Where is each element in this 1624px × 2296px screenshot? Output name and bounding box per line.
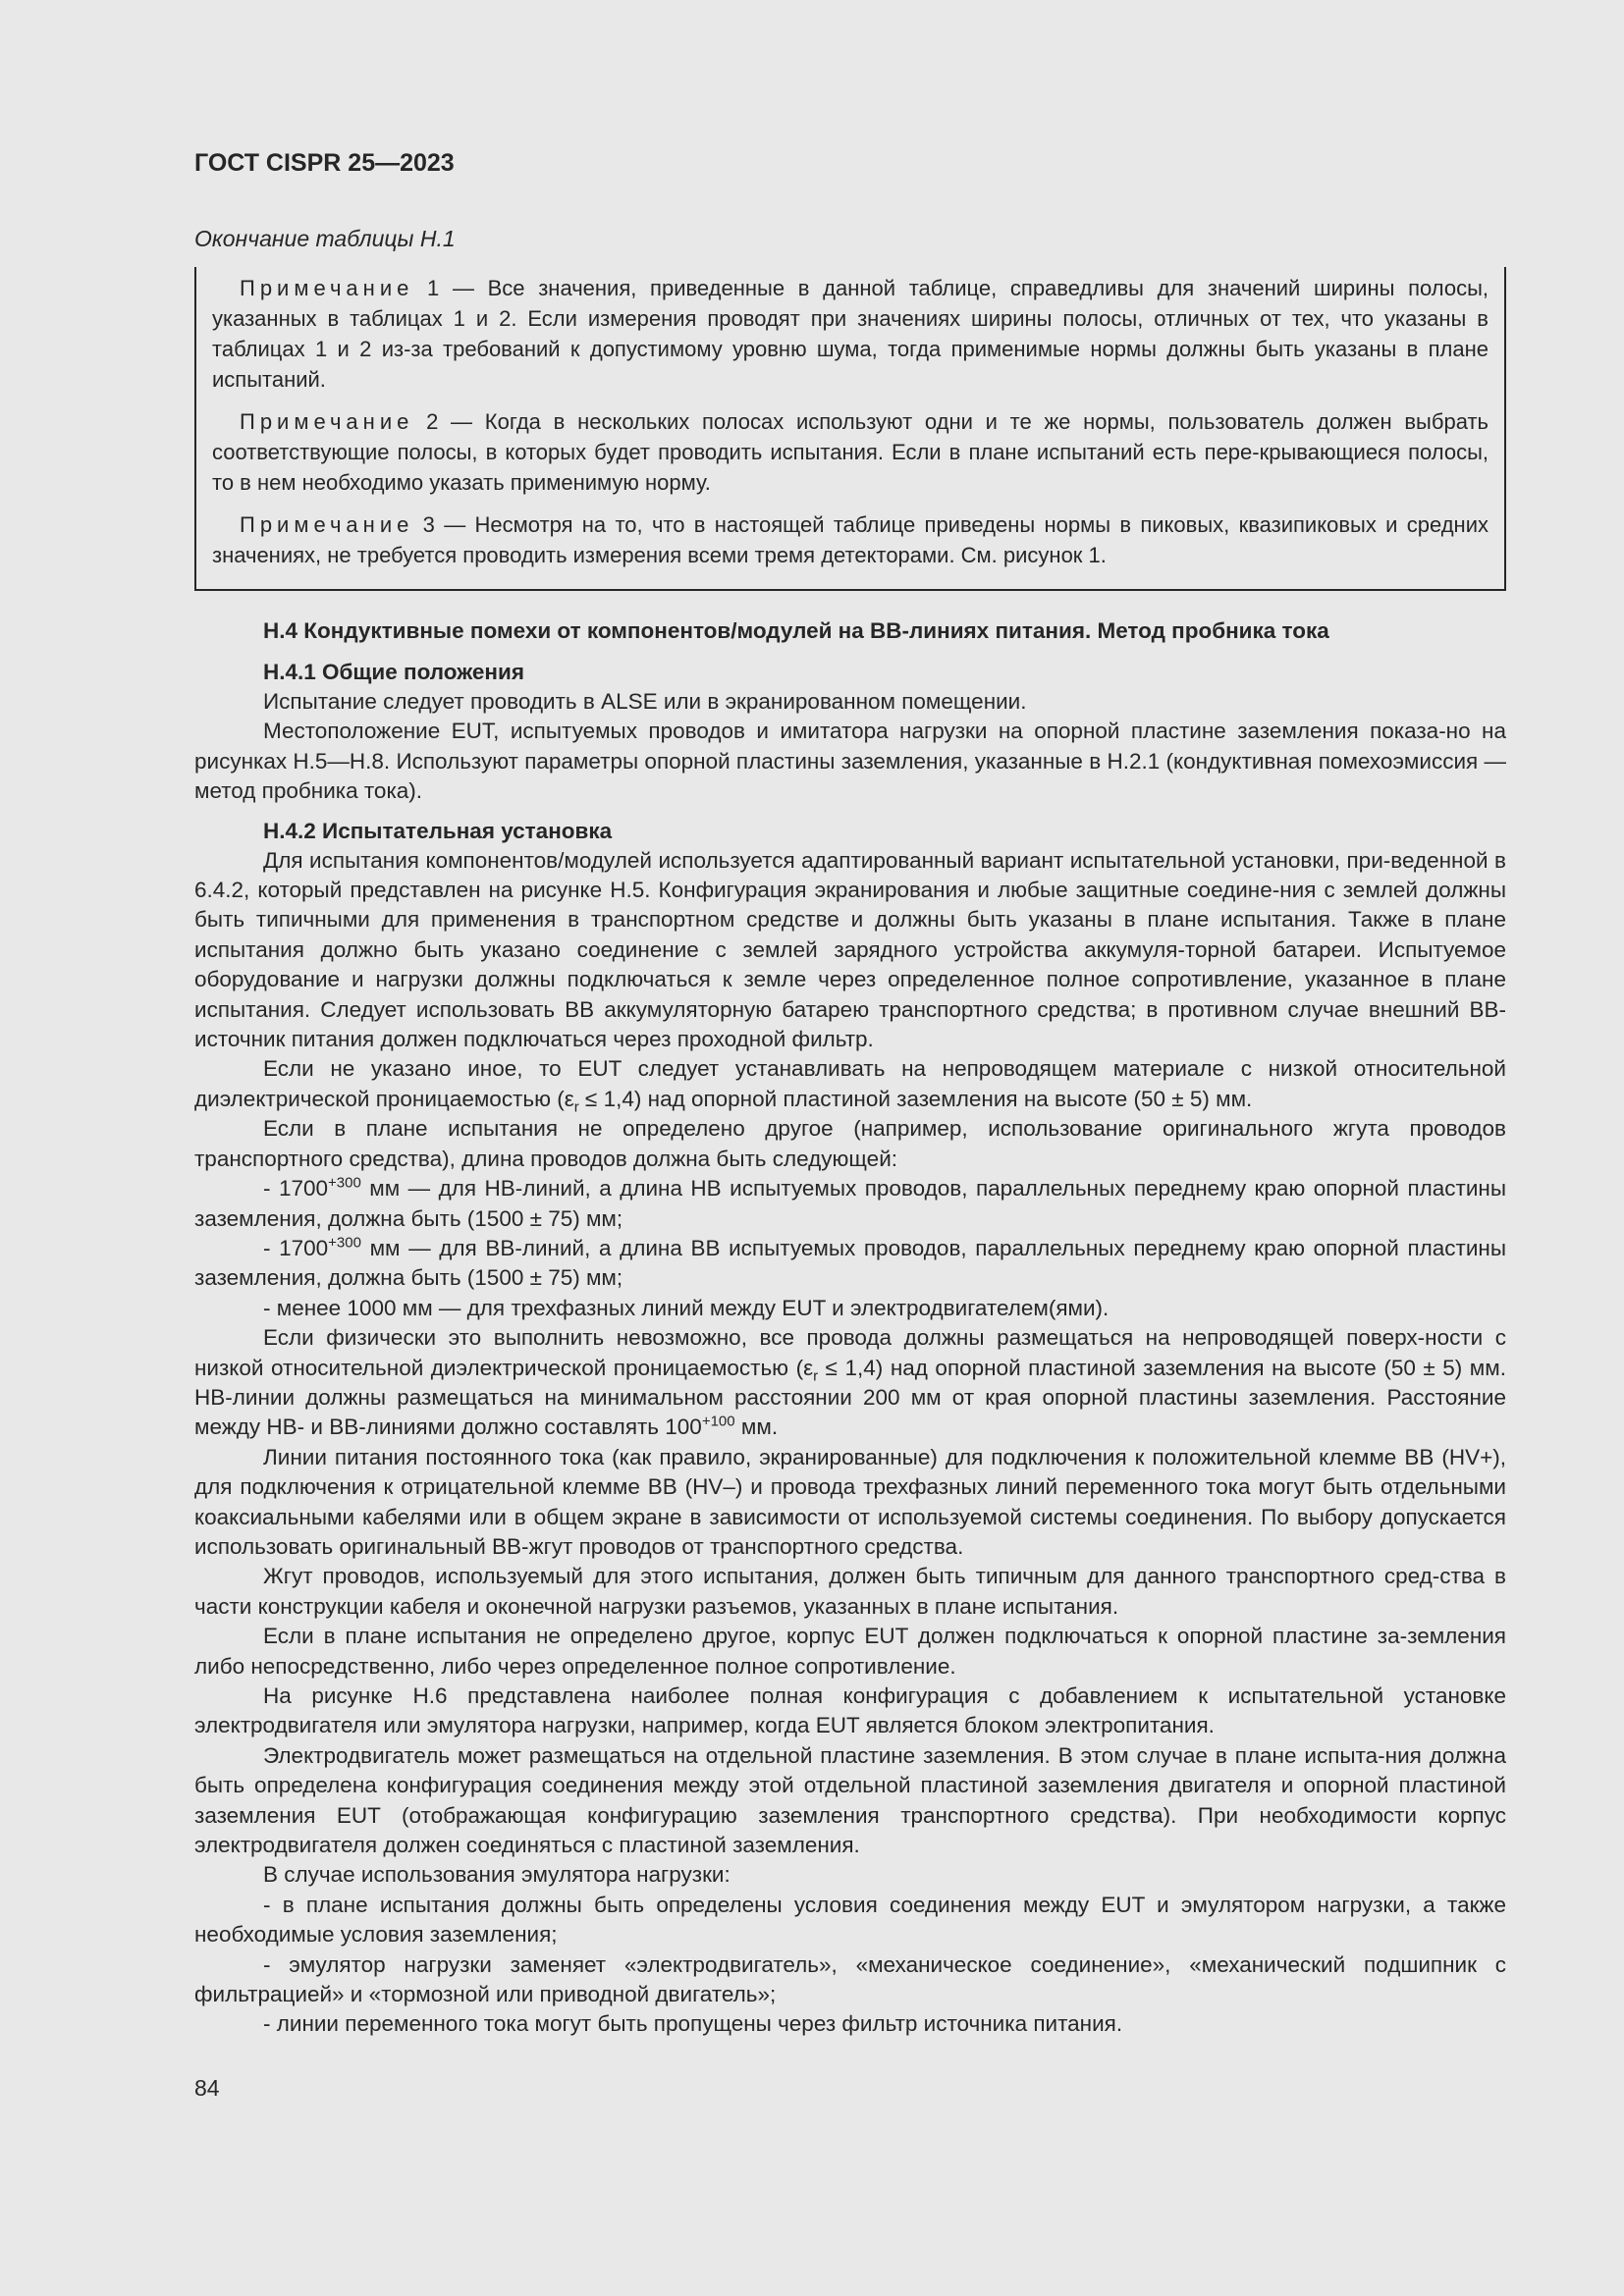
paragraph: Линии питания постоянного тока (как правило, экранированные) для подключения к положительной клемме ВВ (HV+), для подключения к отрицательной клемме ВВ (HV–) и провода трехфазных линий переменного тока могут быть отдельными коаксиальными кабелями или в общем экране в зависимости от используемой системы соединения. По выбору допускается использовать оригинальный ВВ-жгут проводов от транспортного средства. <box>194 1444 1506 1559</box>
subsection-heading-h41: Н.4.1 Общие положения <box>263 660 524 684</box>
text-run: мм — для ВВ-линий, а длина ВВ испытуемых проводов, параллельных переднему краю опорной пластины заземления, должна быть (1500 ± 75) мм; <box>194 1235 1506 1291</box>
superscript: +300 <box>328 1234 361 1252</box>
note-label: Примечание <box>240 409 414 434</box>
paragraph: Испытание следует проводить в ALSE или в экранированном помещении. <box>263 689 1027 714</box>
text-run: ≤ 1,4) над опорной пластиной заземления на высоте (50 ± 5) мм. НВ-линии должны размещаться на минимальном расстоянии 200 мм от края опорной пластины заземления. Расстояние между НВ- и ВВ-линиями должно составлять 100 <box>194 1355 1506 1440</box>
note-label: Примечание <box>240 512 414 537</box>
paragraph: Местоположение EUT, испытуемых проводов и имитатора нагрузки на опорной пластине заземления показа-но на рисунках Н.5—Н.8. Используют параметры опорной пластины заземления, указанные в Н.2.1 (кондуктивная помехоэмиссия — метод пробника тока). <box>194 719 1506 804</box>
superscript: +100 <box>701 1413 735 1430</box>
text-run: - 1700 <box>263 1176 329 1201</box>
subsection-heading-h42: Н.4.2 Испытательная установка <box>263 818 613 843</box>
list-item: - в плане испытания должны быть определены условия соединения между EUT и эмулятором нагрузки, а также необходимые условия заземления; <box>194 1892 1506 1948</box>
document-header: ГОСТ CISPR 25—2023 <box>194 149 455 177</box>
text-run: ≤ 1,4) над опорной пластиной заземления на высоте (50 ± 5) мм. <box>578 1086 1253 1111</box>
page-number: 84 <box>194 2075 220 2101</box>
paragraph: Электродвигатель может размещаться на отдельной пластине заземления. В этом случае в плане испыта-ния должна быть определена конфигурация соединения между этой отдельной пластиной заземления двигателя и опорной пластиной заземления EUT (отображающая конфигурацию заземления транспортного средства). При необходимости корпус электродвигателя должен соединяться с пластиной заземления. <box>194 1742 1506 1858</box>
note-label: Примечание <box>240 276 414 300</box>
paragraph: Для испытания компонентов/модулей используется адаптированный вариант испытательной установки, при-веденной в 6.4.2, который представлен на рисунке Н.5. Конфигурация экранирования и любые защитные соедине-ния с землей должны быть типичными для применения в транспортном средстве и должны быть указаны в плане испытания. Также в плане испытания должно быть указано соединение с землей зарядного устройства аккумуля-торной батареи. Испытуемое оборудование и нагрузки должны подключаться к земле через определенное полное сопротивление, указанное в плане испытания. Следует использовать ВВ аккумуляторную батарею транспортного средства; в противном случае внешний ВВ-источник питания должен подключаться через проходной фильтр. <box>194 847 1506 1052</box>
text-run: - 1700 <box>263 1235 329 1260</box>
subscript: r <box>573 1098 579 1116</box>
table-continuation-caption: Окончание таблицы Н.1 <box>194 226 456 251</box>
superscript: +300 <box>328 1174 361 1192</box>
note-2 <box>212 406 1489 498</box>
section-heading-h4: Н.4 Кондуктивные помехи от компонентов/модулей на ВВ-линиях питания. Метод пробника тока <box>263 618 1329 643</box>
section-body <box>194 616 1506 2040</box>
paragraph: Если в плане испытания не определено другое (например, использование оригинального жгута проводов транспортного средства), длина проводов должна быть следующей: <box>194 1116 1506 1171</box>
paragraph: Жгут проводов, используемый для этого испытания, должен быть типичным для данного транспортного сред-ства в части конструкции кабеля и оконечной нагрузки разъемов, указанных в плане испытания. <box>194 1564 1506 1619</box>
table-notes-box <box>194 267 1506 591</box>
text-run: мм. <box>734 1415 779 1440</box>
list-item <box>194 1234 1506 1294</box>
paragraph <box>194 1323 1506 1443</box>
text-run: Если физически это выполнить невозможно, все провода должны размещаться на непроводящей поверх-ности с низкой относительной диэлектрической проницаемостью (ε <box>194 1325 1506 1380</box>
list-item: - менее 1000 мм — для трехфазных линий между EUT и электродвигателем(ями). <box>263 1295 1110 1320</box>
paragraph: На рисунке Н.6 представлена наиболее полная конфигурация с добавлением к испытательной установке электродвигателя или эмулятора нагрузки, например, когда EUT является блоком электропитания. <box>194 1683 1506 1738</box>
paragraph <box>194 1054 1506 1114</box>
note-text: 3 — Несмотря на то, что в настоящей таблице приведены нормы в пиковых, квазипиковых и средних значениях, не требуется проводить измерения всеми тремя детекторами. См. рисунок 1. <box>212 512 1489 567</box>
note-text: 2 — Когда в нескольких полосах используют одни и те же нормы, пользователь должен выбрать соответствующие полосы, в которых будет проводить испытания. Если в плане испытаний есть пере-крывающиеся полосы, то в нем необходимо указать применимую норму. <box>212 409 1489 495</box>
note-3 <box>212 509 1489 570</box>
note-text: 1 — Все значения, приведенные в данной таблице, справедливы для значений ширины полосы, указанных в таблицах 1 и 2. Если измерения проводят при значениях ширины полосы, отличных от тех, что указаны в таблицах 1 и 2 из-за требований к допустимому уровню шума, тогда применимые нормы должны быть указаны в плане испытаний. <box>212 276 1489 392</box>
note-1 <box>212 273 1489 395</box>
list-item <box>194 1174 1506 1234</box>
subscript: r <box>813 1367 819 1385</box>
paragraph: Если в плане испытания не определено другое, корпус EUT должен подключаться к опорной пластине за-земления либо непосредственно, либо через определенное полное сопротивление. <box>194 1624 1506 1679</box>
paragraph: В случае использования эмулятора нагрузки: <box>263 1862 731 1888</box>
list-item: - эмулятор нагрузки заменяет «электродвигатель», «механическое соединение», «механический подшипник с фильтрацией» и «тормозной или приводной двигатель»; <box>194 1951 1506 2007</box>
list-item: - линии переменного тока могут быть пропущены через фильтр источника питания. <box>263 2011 1123 2037</box>
text-run: Если не указано иное, то EUT следует устанавливать на непроводящем материале с низкой относительной диэлектрической проницаемостью (ε <box>194 1056 1506 1111</box>
text-run: мм — для НВ-линий, а длина НВ испытуемых проводов, параллельных переднему краю опорной пластины заземления, должна быть (1500 ± 75) мм; <box>194 1176 1506 1231</box>
